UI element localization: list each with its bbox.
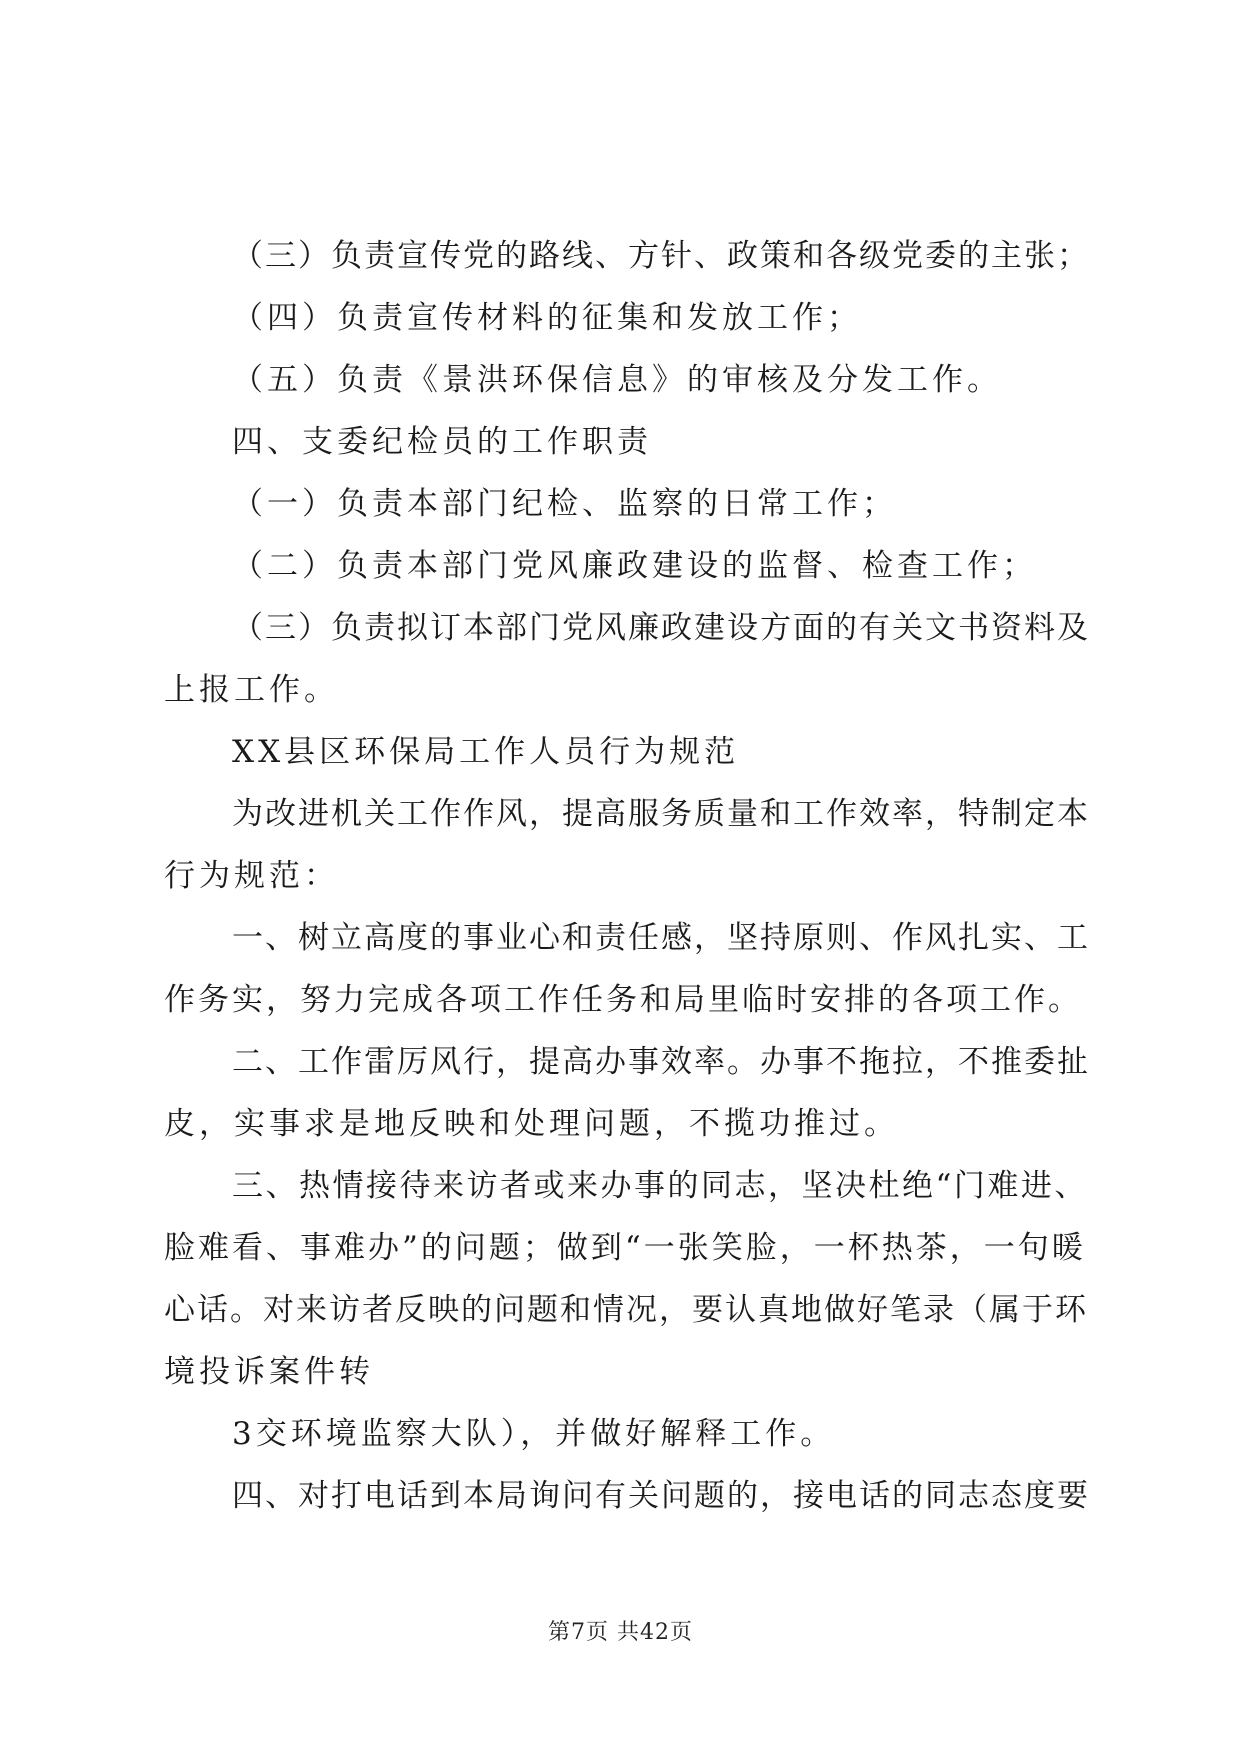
text-line-11: 行为规范：	[164, 858, 339, 894]
text-line-1: （三）负责宣传党的路线、方针、政策和各级党委的主张；	[232, 238, 1090, 274]
text-line-20: 3交环境监察大队），并做好解释工作。	[232, 1416, 836, 1452]
text-line-19: 境投诉案件转	[164, 1354, 374, 1390]
text-line-17: 脸难看、事难办”的问题；做到“一张笑脸，一杯热茶，一句暖	[164, 1230, 1086, 1266]
text-line-7: （三）负责拟订本部门党风廉政建设方面的有关文书资料及	[232, 610, 1090, 646]
page-footer: 第7页 共42页	[548, 1620, 693, 1645]
text-line-3: （五）负责《景洪环保信息》的审核及分发工作。	[232, 362, 1002, 398]
document-title: XX县区环保局工作人员行为规范	[232, 734, 740, 770]
text-line-8: 上报工作。	[164, 672, 339, 708]
text-line-2: （四）负责宣传材料的征集和发放工作；	[232, 300, 862, 336]
text-line-13: 作务实，努力完成各项工作任务和局里临时安排的各项工作。	[164, 982, 1082, 1018]
text-line-18: 心话。对来访者反映的问题和情况，要认真地做好笔录（属于环	[164, 1292, 1088, 1328]
text-line-16: 三、热情接待来访者或来办事的同志，坚决杜绝“门难进、	[232, 1168, 1088, 1204]
text-line-6: （二）负责本部门党风廉政建设的监督、检查工作；	[232, 548, 1037, 584]
text-line-10: 为改进机关工作作风，提高服务质量和工作效率，特制定本	[232, 796, 1090, 832]
text-line-21: 四、对打电话到本局询问有关问题的，接电话的同志态度要	[232, 1478, 1090, 1514]
section-heading: 四、支委纪检员的工作职责	[232, 424, 652, 460]
text-line-14: 二、工作雷厉风行，提高办事效率。办事不拖拉，不推委扯	[232, 1044, 1090, 1080]
text-line-5: （一）负责本部门纪检、监察的日常工作；	[232, 486, 897, 522]
text-line-12: 一、树立高度的事业心和责任感，坚持原则、作风扎实、工	[232, 920, 1090, 956]
text-line-15: 皮，实事求是地反映和处理问题，不揽功推过。	[164, 1106, 899, 1142]
